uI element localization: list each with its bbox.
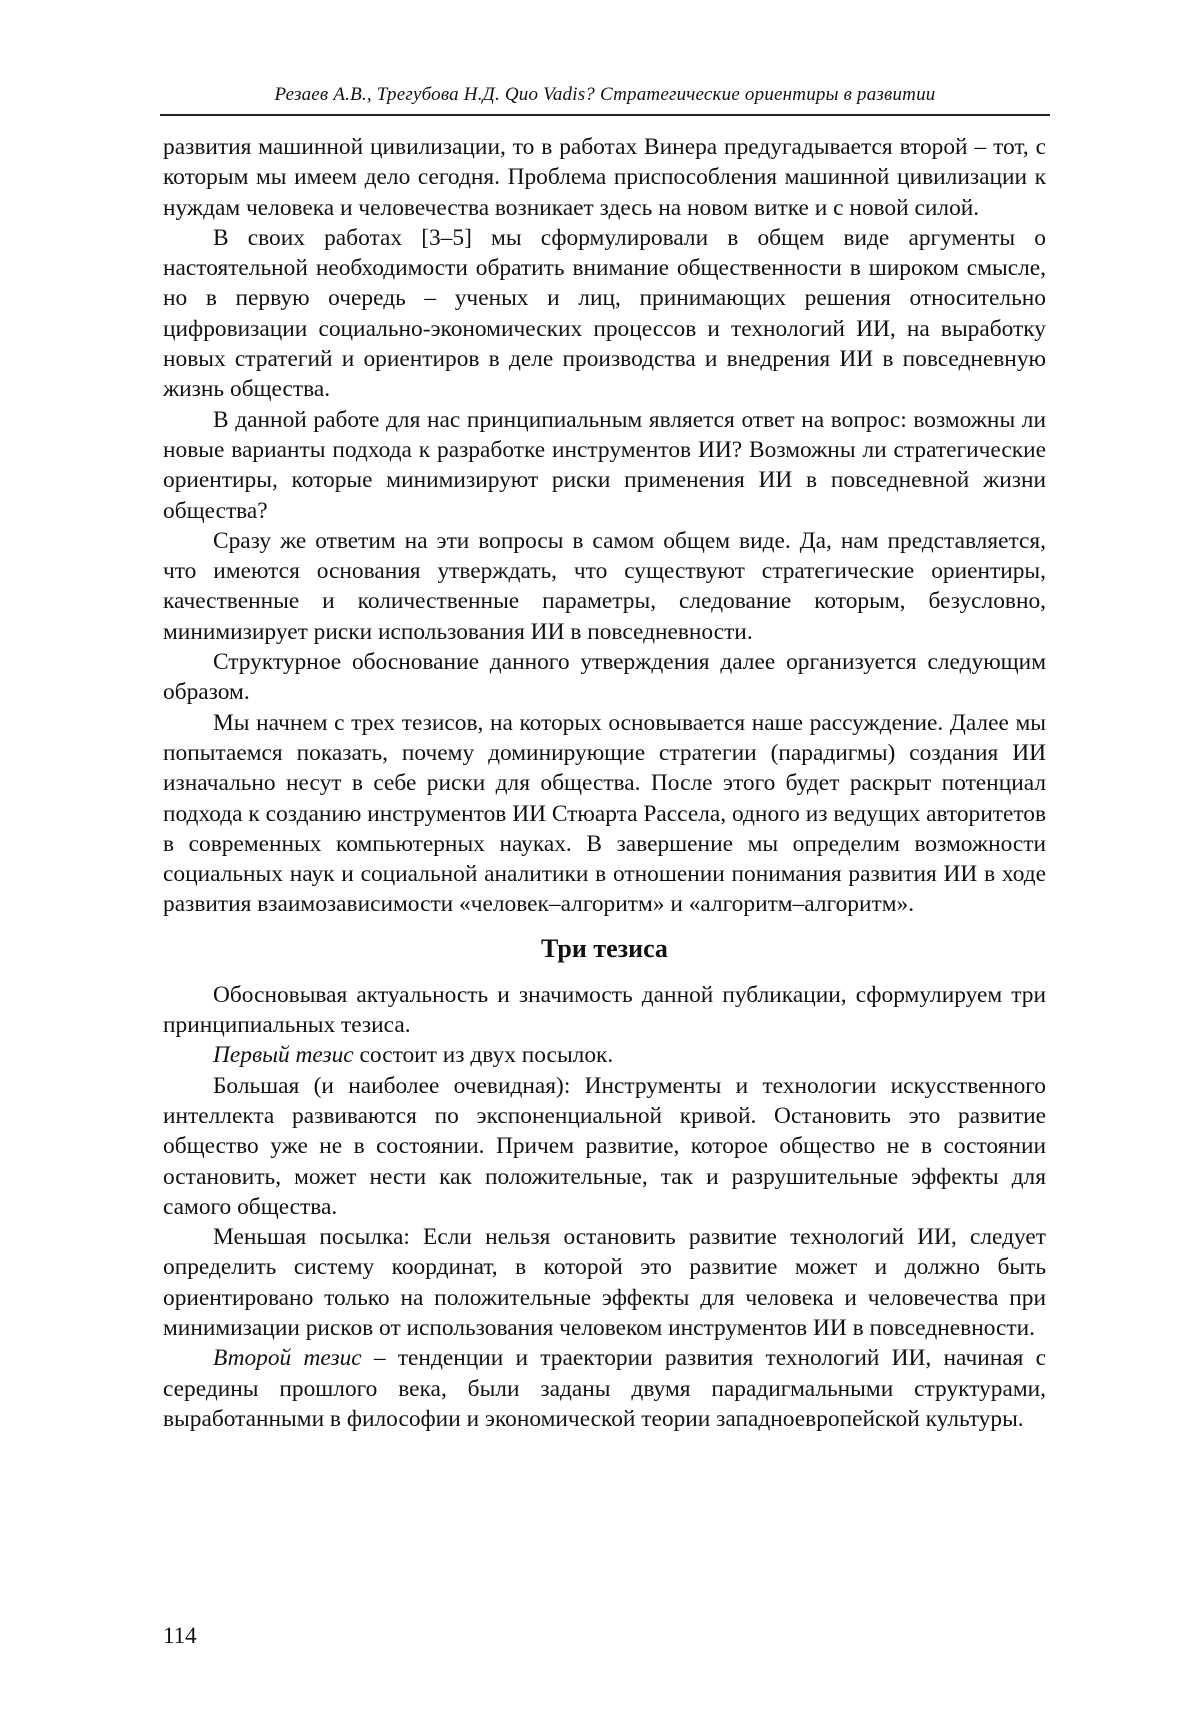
major-premise-paragraph: Большая (и наиболее очевидная): Инструменты и технологии искусственного интеллекта развиваются по экспоненциальной кривой. Остановить это развитие общество уже не в состоянии. Причем развитие, которое общество не в состоянии остановить, может нести как положительные, так и разрушительные эффекты для самого общества. (163, 1072, 1046, 1220)
thesis-1-label: Первый тезис (213, 1042, 354, 1069)
page-number: 114 (163, 1623, 197, 1648)
paragraph: Сразу же ответим на эти вопросы в самом общем виде. Да, нам представляется, что имеются основания утверждать, что существуют стратегические ориентиры, качественные и количественные параметры, следование которым, безусловно, минимизирует риски использования ИИ в повседневности. (163, 527, 1046, 645)
thesis-2-label: Второй тезис (213, 1345, 362, 1372)
body-text (163, 132, 1046, 1434)
thesis-1-text: состоит из двух посылок. (353, 1042, 614, 1069)
running-header: Резаев А.В., Трегубова Н.Д. Quo Vadis? Стратегические ориентиры в развитии (274, 84, 936, 105)
paragraph: В данной работе для нас принципиальным является ответ на вопрос: возможны ли новые варианты подхода к разработке инструментов ИИ? Возможны ли стратегические ориентиры, которые минимизируют риски применения ИИ в повседневной жизни общества? (163, 406, 1046, 524)
thesis-2-paragraph (163, 1343, 1046, 1434)
minor-premise-paragraph: Меньшая посылка: Если нельзя остановить развитие технологий ИИ, следует определить систему координат, в которой это развитие может и должно быть ориентировано только на положительные эффекты для человека и человечества при минимизации рисков от использования человеком инструментов ИИ в повседневности. (163, 1224, 1046, 1341)
thesis-1-paragraph (163, 1040, 1046, 1070)
header-divider (160, 114, 1050, 116)
paragraph: Структурное обоснование данного утверждения далее организуется следующим образом. (163, 649, 1046, 706)
paragraph-continued: развития машинной цивилизации, то в работах Винера предугадывается второй – тот, с которым мы имеем дело сегодня. Проблема приспособления машинной цивилизации к нуждам человека и человечества возникает здесь на новом витке и с новой силой. (163, 134, 1046, 221)
paragraph: В своих работах [3–5] мы сформулировали в общем виде аргументы о настоятельной необходимости обратить внимание общественности в широком смысле, но в первую очередь – ученых и лиц, принимающих решения относительно цифровизации социально-экономических процессов и технологий ИИ, на выработку новых стратегий и ориентиров в деле производства и внедрения ИИ в повседневную жизнь общества. (163, 224, 1046, 403)
section-intro-paragraph: Обосновывая актуальность и значимость данной публикации, сформулируем три принципиальных тезиса. (163, 981, 1046, 1039)
section-heading: Три тезиса (541, 933, 668, 963)
thesis-2-text: – тенденции и траектории развития технологий ИИ, начиная с середины прошлого века, были заданы двумя парадигмальными структурами, выработанными в философии и экономической теории западноевропейской культуры. (163, 1345, 1046, 1432)
paragraph: Мы начнем с трех тезисов, на которых основывается наше рассуждение. Далее мы попытаемся показать, почему доминирующие стратегии (парадигмы) создания ИИ изначально несут в себе риски для общества. После этого будет раскрыт потенциал подхода к созданию инструментов ИИ Стюарта Рассела, одного из ведущих авторитетов в современных компьютерных науках. В завершение мы определим возможности социальных наук и социальной аналитики в отношении понимания развития ИИ в ходе развития взаимозависимости «человек–алгоритм» и «алгоритм–алгоритм». (163, 709, 1046, 918)
